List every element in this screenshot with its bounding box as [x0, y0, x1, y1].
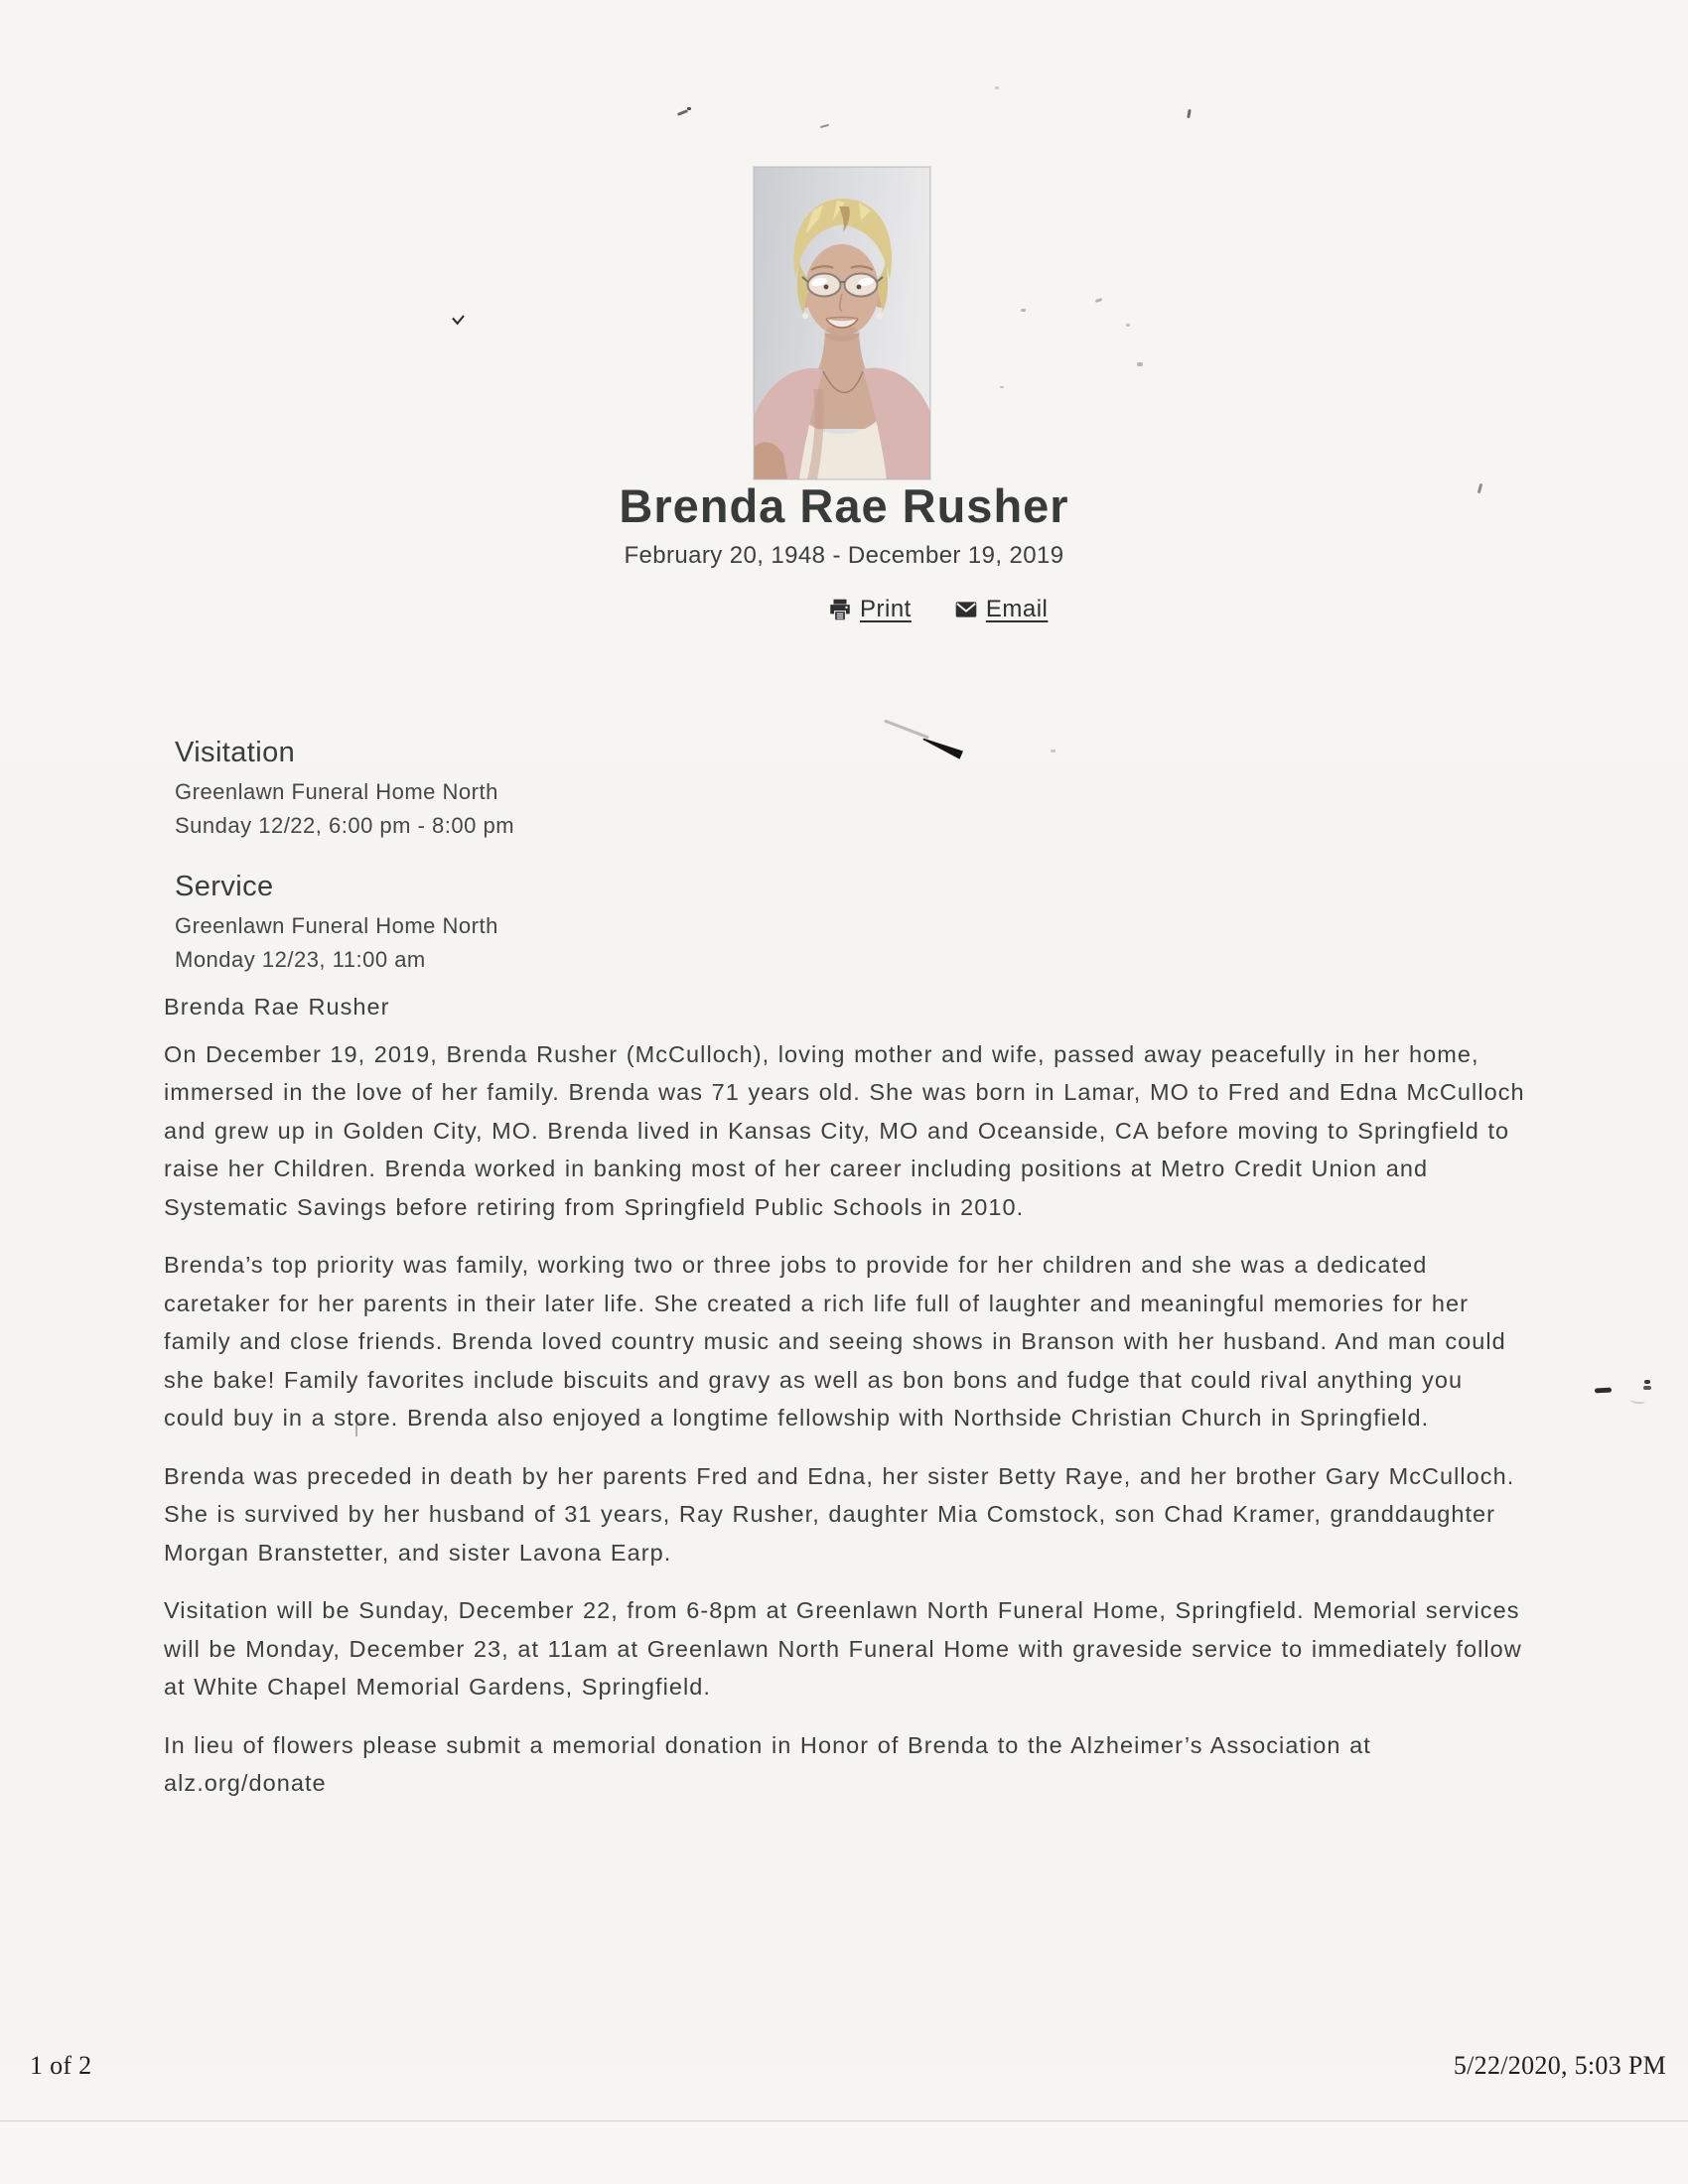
service-location: Greenlawn Funeral Home North — [175, 913, 498, 938]
scan-artifact-speck — [677, 109, 688, 116]
scan-artifact-speck — [1126, 324, 1130, 327]
scan-artifact-pen-tail — [884, 719, 929, 739]
print-link[interactable] — [827, 596, 912, 623]
scan-artifact-speck — [1021, 309, 1026, 312]
action-links — [827, 596, 1048, 623]
obituary-paragraph-5: In lieu of flowers please submit a memorial donation in Honor of Brenda to the Alzheimer’s Association at alz.org/donate — [164, 1731, 1371, 1796]
paper-edge-line — [0, 2120, 1688, 2121]
email-label: Email — [985, 596, 1049, 622]
scan-artifact-blob — [1644, 1380, 1650, 1384]
scan-artifact-speck — [1095, 298, 1103, 303]
service-datetime: Monday 12/23, 11:00 am — [175, 947, 426, 972]
printer-icon — [827, 597, 853, 622]
scan-artifact-speck — [687, 107, 691, 110]
service-heading: Service — [175, 871, 274, 902]
scan-artifact-checkmark — [452, 311, 464, 325]
visitation-section — [175, 735, 514, 843]
obituary-text — [164, 988, 1526, 1823]
scan-artifact-speck — [1137, 362, 1143, 366]
portrait-illustration — [754, 167, 930, 479]
obituary-paragraph-2: Brenda’s top priority was family, working two or three jobs to provide for her children and she was a dedicated caretaker for her parents in their later life. She created a rich life full of laughter and meaningful memories for her family and close friends. Brenda loved country music and seeing shows in Branson with her husband. And man could she bake! Family favorites include biscuits and gravy as well as bon bons and fudge that could rival anything you could buy in a store. Brenda also enjoyed a longtime fellowship with Northside Christian Church in Springfield. — [164, 1252, 1506, 1431]
print-label: Print — [860, 596, 912, 622]
visitation-heading: Visitation — [175, 737, 296, 768]
obituary-paragraph-4: Visitation will be Sunday, December 22, from 6-8pm at Greenlawn North Funeral Home, Springfield. Memorial services will be Monday, December 23, at 11am at Greenlawn North Funeral Home with graveside service to immediately follow at White Chapel Memorial Gardens, Springfield. — [164, 1597, 1522, 1700]
scan-artifact-dash — [1595, 1388, 1612, 1393]
email-link[interactable] — [953, 596, 1049, 623]
service-schedule — [175, 735, 514, 977]
visitation-datetime: Sunday 12/22, 6:00 pm - 8:00 pm — [175, 813, 515, 838]
scan-artifact-blob — [1643, 1386, 1651, 1390]
envelope-icon — [953, 597, 979, 622]
page-number: 1 of 2 — [30, 2051, 92, 2080]
scan-artifact-arc — [1630, 1397, 1646, 1405]
life-dates: February 20, 1948 - December 19, 2019 — [624, 542, 1064, 569]
page-title: Brenda Rae Rusher — [619, 479, 1069, 532]
scan-artifact-speck — [1051, 750, 1055, 752]
scan-artifact-speck — [1187, 109, 1192, 118]
obituary-paragraph-3: Brenda was preceded in death by her parents Fred and Edna, her sister Betty Raye, and her brother Gary McCulloch. She is survived by her husband of 31 years, Ray Rusher, daughter Mia Comstock, son Chad Kramer, granddaughter Morgan Branstetter, and sister Lavona Earp. — [164, 1462, 1515, 1566]
obituary-heading: Brenda Rae Rusher — [164, 994, 390, 1020]
scan-artifact-pen-streak — [921, 735, 963, 759]
scan-artifact-speck — [820, 124, 829, 128]
service-section — [175, 869, 514, 977]
scan-artifact-speck — [995, 86, 999, 89]
visitation-location: Greenlawn Funeral Home North — [175, 779, 498, 804]
scan-artifact-speck — [1000, 386, 1004, 388]
portrait-photo — [754, 167, 930, 479]
print-timestamp: 5/22/2020, 5:03 PM — [1453, 2051, 1666, 2080]
scanner-bed-area — [0, 2121, 1688, 2184]
obituary-paragraph-1: On December 19, 2019, Brenda Rusher (McCulloch), loving mother and wife, passed away peacefully in her home, immersed in the love of her family. Brenda was 71 years old. She was born in Lamar, MO to Fred and Edna McCulloch and grew up in Golden City, MO. Brenda lived in Kansas City, MO and Oceanside, CA before moving to Springfield to raise her Children. Brenda worked in banking most of her career including positions at Metro Credit Union and Systematic Savings before retiring from Springfield Public Schools in 2010. — [164, 1040, 1525, 1220]
